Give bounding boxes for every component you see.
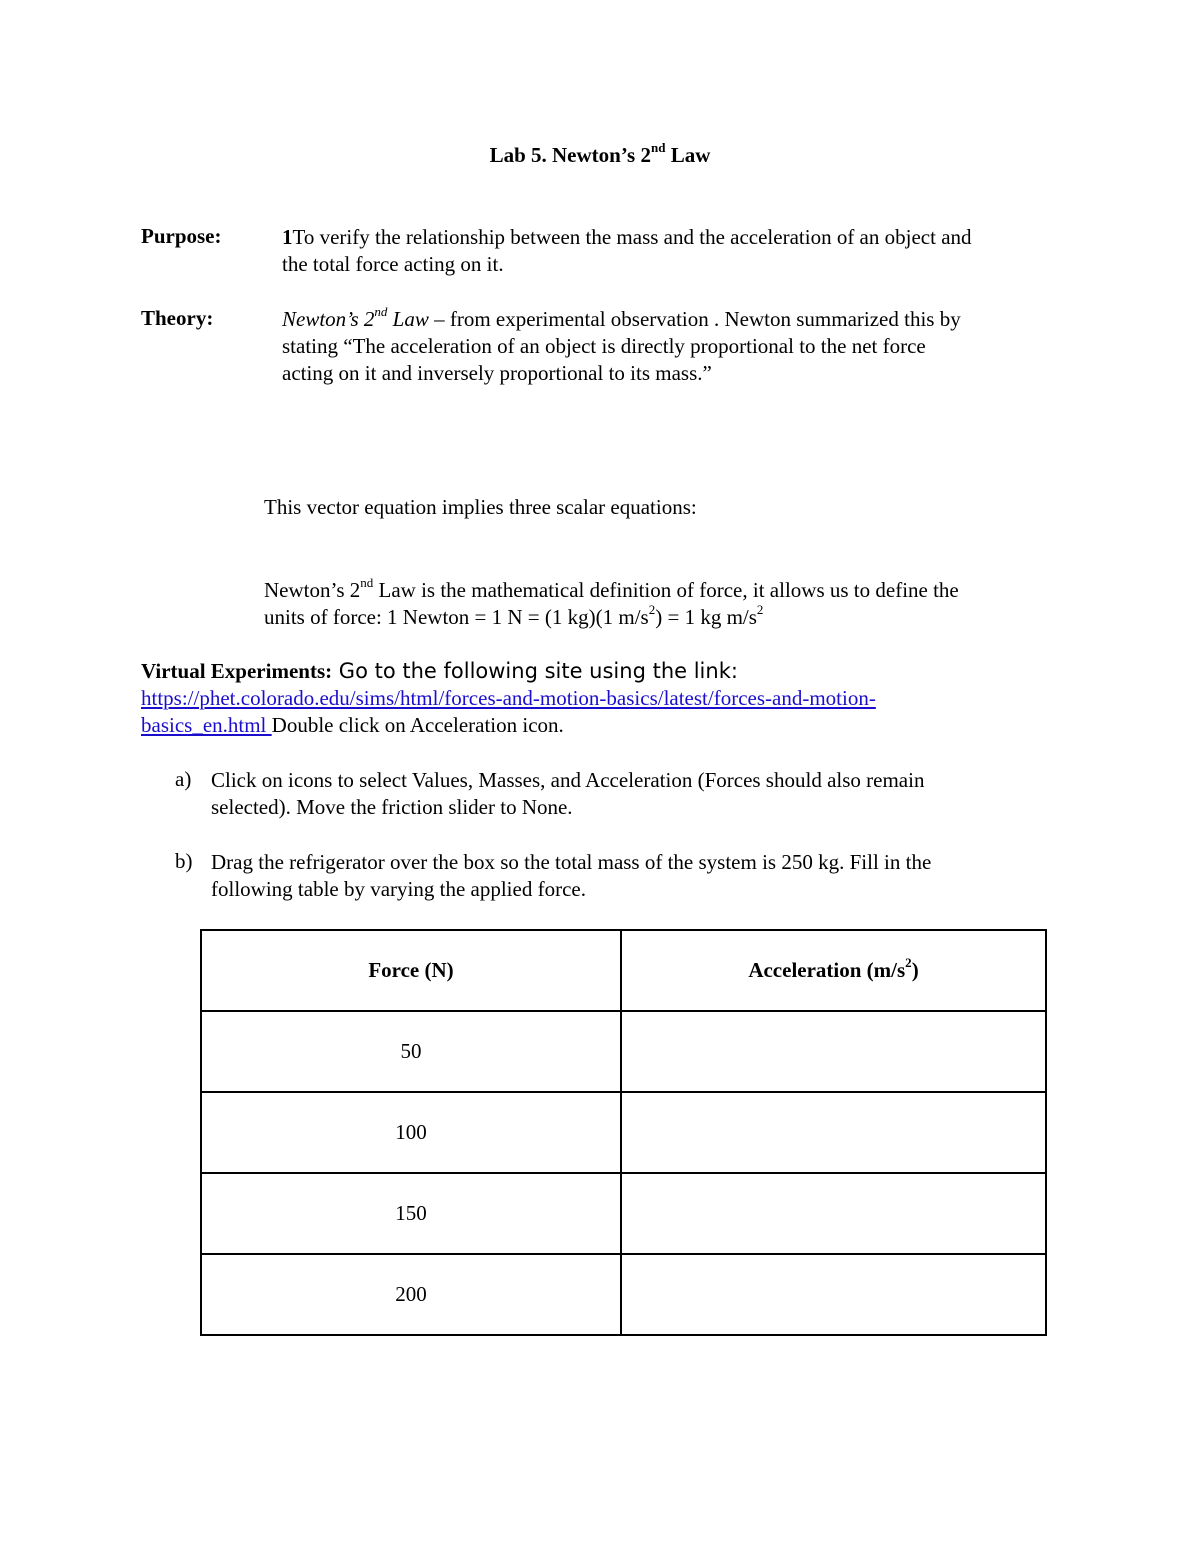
virtual-experiments: Virtual Experiments: Go to the following site using the link: https://phet.colorado.edu/sims/html/forces-and-motion-basics/latest/forces-and-motion- basics_en.html Double click on Acceleration icon. (141, 659, 876, 737)
acceleration-cell[interactable] (621, 1254, 1046, 1335)
step-marker: b) (175, 849, 193, 873)
virtual-instruction: Go to the following site using the link: (332, 659, 738, 683)
theory-text: Newton’s 2nd Law – from experimental observation . Newton summarized this by stating “The acceleration of an object is directly proportional to the net force acting on it and inversely proportional to its mass.” (282, 304, 961, 385)
step-text: Click on icons to select Values, Masses, and Acceleration (Forces should also remain selected). Move the friction slider to None. (211, 768, 925, 819)
step-marker: a) (175, 767, 192, 791)
force-cell: 150 (201, 1173, 621, 1254)
vector-equation-text: This vector equation implies three scalar equations: (264, 495, 697, 519)
page-title: Lab 5. Newton’s 2nd Law (489, 140, 711, 167)
table-row (201, 1254, 1046, 1335)
acceleration-cell[interactable] (621, 1173, 1046, 1254)
table-row (201, 1092, 1046, 1173)
force-definition: Newton’s 2nd Law is the mathematical definition of force, it allows us to define the units of force: 1 Newton = 1 N = (1 kg)(1 $m/s^2) = 1$ kg $m/s^2$ (264, 575, 959, 629)
force-cell: 100 (201, 1092, 621, 1173)
purpose-text: 1To verify the relationship between the mass and the acceleration of an object and the total force acting on it. (282, 225, 972, 276)
step-text: Drag the refrigerator over the box so the total mass of the system is 250 kg. Fill in the following table by varying the applied force. (211, 850, 932, 901)
force-cell: 50 (201, 1011, 621, 1092)
theory-label: Theory: (141, 306, 214, 330)
table-header-row (201, 930, 1046, 1011)
force-acceleration-table (200, 929, 1047, 1336)
force-cell: 200 (201, 1254, 621, 1335)
purpose-label: Purpose: (141, 224, 222, 248)
table-row (201, 1173, 1046, 1254)
phet-link-line2[interactable]: basics_en.html (141, 713, 272, 737)
virtual-experiments-label: Virtual Experiments: (141, 659, 333, 683)
phet-link-line1[interactable]: https://phet.colorado.edu/sims/html/forces-and-motion-basics/latest/forces-and-motion- (141, 686, 876, 710)
table-row (201, 1011, 1046, 1092)
acceleration-cell[interactable] (621, 1092, 1046, 1173)
header-force: Force (N) (201, 930, 621, 1011)
header-acceleration: Acceleration $(m/s^2)$ (621, 930, 1046, 1011)
acceleration-cell[interactable] (621, 1011, 1046, 1092)
